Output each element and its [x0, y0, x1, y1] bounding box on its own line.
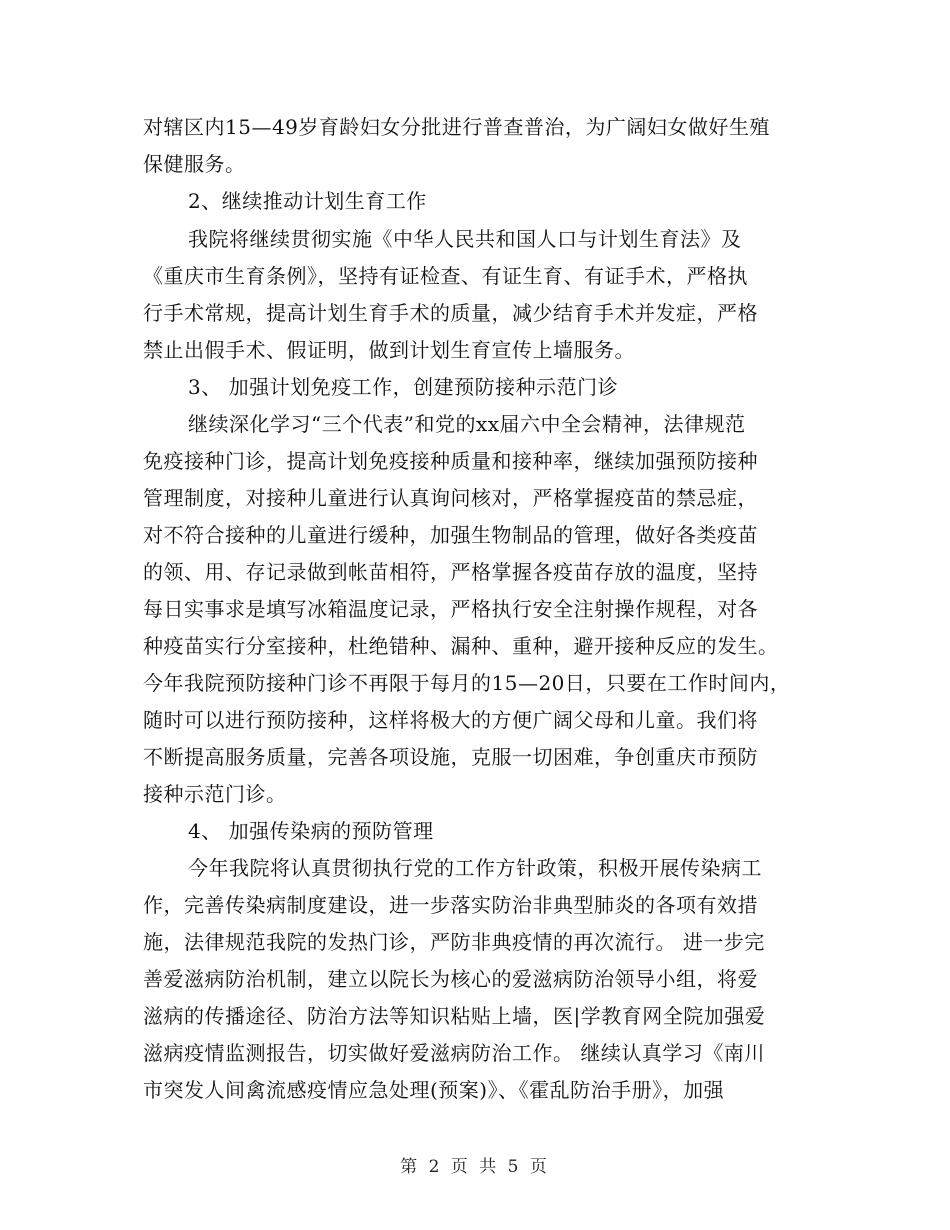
body-line: 的领、用、存记录做到帐苗相符，严格掌握各疫苗存放的温度，坚持 — [143, 560, 758, 584]
body-line: 滋病的传播途径、防治方法等知识粘贴上墙，医|学教育网全院加强爱 — [143, 1004, 766, 1028]
body-line: 行手术常规，提高计划生育手术的质量，减少结育手术并发症，严格 — [143, 301, 758, 325]
body-line: 接种示范门诊。 — [143, 782, 287, 806]
body-line: 随时可以进行预防接种，这样将极大的方便广阔父母和儿童。我们将 — [143, 708, 758, 732]
body-line: 每日实事求是填写冰箱温度记录，严格执行安全注射操作规程，对各 — [143, 597, 758, 621]
body-line: 管理制度，对接种儿童进行认真询问核对，严格掌握疫苗的禁忌症， — [143, 486, 758, 510]
body-line: 对不符合接种的儿童进行缓种，加强生物制品的管理，做好各类疫苗 — [143, 523, 758, 547]
body-line: 施，法律规范我院的发热门诊，严防非典疫情的再次流行。 进一步完 — [143, 930, 765, 954]
body-line: 禁止出假手术、假证明，做到计划生育宣传上墙服务。 — [143, 338, 635, 362]
body-line: 种疫苗实行分室接种，杜绝错种、漏种、重种，避开接种反应的发生。 — [143, 634, 779, 658]
body-line: 对辖区内15—49岁育龄妇女分批进行普查普治，为广阔妇女做好生殖 — [143, 115, 770, 139]
page-footer: 第 2 页 共 5 页 — [400, 1157, 550, 1177]
body-line: 今年我院将认真贯彻执行党的工作方针政策，积极开展传染病工 — [188, 856, 762, 880]
body-line: 今年我院预防接种门诊不再限于每月的15—20日，只要在工作时间内， — [143, 671, 791, 695]
body-line: 我院将继续贯彻实施《中华人民共和国人口与计划生育法》及 — [188, 227, 742, 251]
body-line: 作，完善传染病制度建设，进一步落实防治非典型肺炎的各项有效措 — [143, 893, 758, 917]
body-line: 不断提高服务质量，完善各项设施，克服一切困难，争创重庆市预防 — [143, 745, 758, 769]
section-heading-2: 2、继续推动计划生育工作 — [188, 189, 427, 213]
body-line: 市突发人间禽流感疫情应急处理(预案)》、《霍乱防治手册》，加强 — [143, 1078, 725, 1102]
body-line: 滋病疫情监测报告，切实做好爱滋病防治工作。 继续认真学习《南川 — [143, 1041, 765, 1065]
body-line: 继续深化学习“三个代表”和党的xx届六中全会精神，法律规范 — [188, 412, 746, 436]
section-heading-4: 4、 加强传染病的预防管理 — [188, 819, 434, 843]
body-line: 善爱滋病防治机制，建立以院长为核心的爱滋病防治领导小组，将爱 — [143, 967, 758, 991]
section-heading-3: 3、 加强计划免疫工作，创建预防接种示范门诊 — [188, 375, 619, 399]
body-line: 《重庆市生育条例》，坚持有证检查、有证生育、有证手术，严格执 — [143, 264, 748, 288]
body-line: 保健服务。 — [143, 152, 246, 176]
body-line: 免疫接种门诊，提高计划免疫接种质量和接种率，继续加强预防接种 — [143, 449, 758, 473]
